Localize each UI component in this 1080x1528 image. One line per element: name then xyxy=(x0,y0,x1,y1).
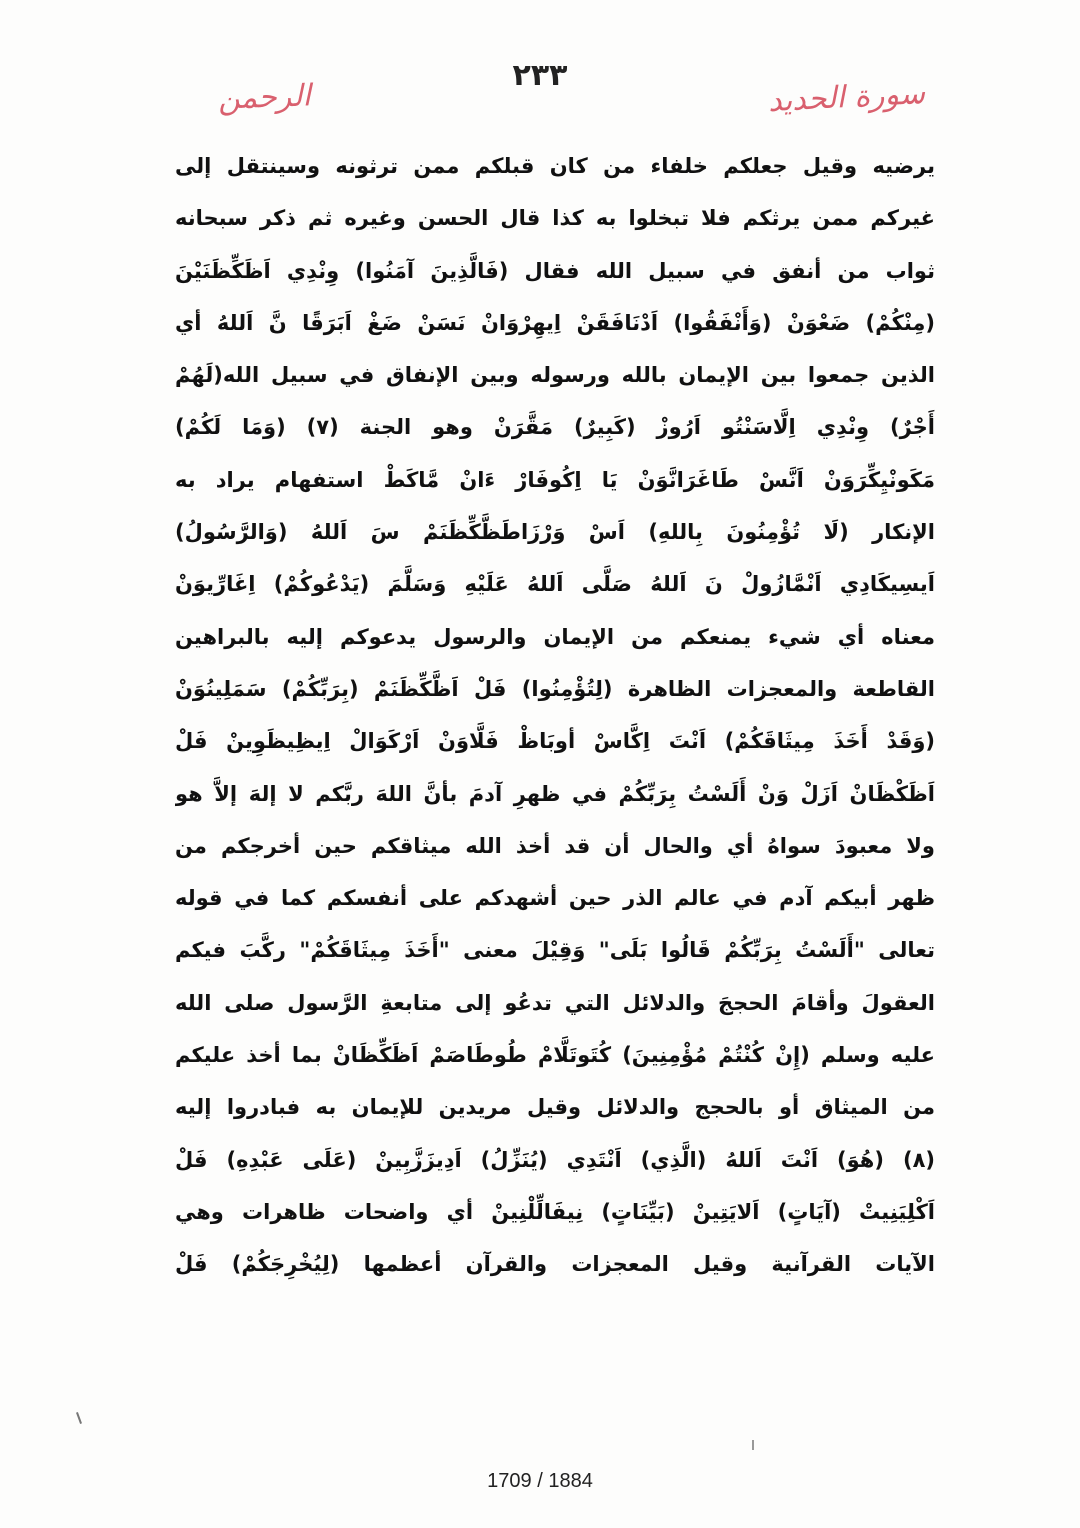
scan-speck xyxy=(752,1440,754,1450)
text-line: معناه أي شيء يمنعكم من الإيمان والرسول يدعوكم إليه بالبراهين xyxy=(175,624,935,649)
scan-speck xyxy=(76,1412,82,1424)
text-line: ظهر أبيكم آدم في عالم الذر حين أشهدكم على أنفسكم كما في قوله xyxy=(175,886,935,911)
text-line: الذين جمعوا بين الإيمان بالله ورسوله وبين الإنفاق في سبيل الله(لَهُمْ xyxy=(175,363,935,388)
handwritten-margin-note: الرحمن xyxy=(217,78,312,117)
text-line: مَكَونْيِكِّرَوَنْ اَنَّسْ طَاغَرَانَّوَنْ يَا اِكُوفَارْ ءَانْ مَّاكَطْ استفهام يراد به xyxy=(175,467,935,492)
text-line: (وَقَدْ أَخَذَ مِيثَاقَكُمْ) اَنْتَ اِكَّاسْ أوبَاظْ فَلَّاوَنْ اَرْكَوَالْ اِيظِيظَوِينْ فَلْ xyxy=(175,729,935,754)
text-line: (٨) (هُوَ) اَنْتَ اَللهُ (الَّذِي) اَنْتَدِي (يُنَزِّلُ) اَدِيزَزَّبِينْ (عَلَى عَبْدِهِ) فَلْ xyxy=(175,1147,935,1172)
text-line: الإنكار (لَا تُؤْمِنُونَ بِاللهِ) اَسْ وَرْزَاطَظَّكِّظَنَمْ سَ اَللهُ (وَالرَّسُولُ) xyxy=(175,520,935,545)
text-line: يرضيه وقيل جعلكم خلفاء من كان قبلكم ممن ترثونه وسينتقل إلى xyxy=(175,154,935,178)
text-line: الآيات القرآنية وقيل المعجزات والقرآن أعظمها (لِيُخْرِجَكُمْ) فَلْ xyxy=(175,1252,935,1277)
text-line: غيركم ممن يرثكم فلا تبخلوا به كذا قال الحسن وغيره ثم ذكر سبحانه xyxy=(175,206,935,231)
text-line: ولا معبودَ سواهُ أي والحال أن قد أخذ الله ميثاقكم حين أخرجكم من xyxy=(175,833,935,858)
pdf-page-counter: 1709 / 1884 xyxy=(487,1470,593,1492)
text-line: ثواب من أنفق في سبيل الله فقال (فَالَّذِينَ آمَنُوا) وِنْدِي اَظَكِّظَنَيْنَ xyxy=(175,258,935,283)
text-line: من الميثاق أو بالحجج والدلائل وقيل مريدين للإيمان به فبادروا إليه xyxy=(175,1095,935,1120)
text-line: القاطعة والمعجزات الظاهرة (لِتُؤْمِنُوا) فَلْ اَظَّكِّظَنَمْ (بِرَبِّكُمْ) سَمَلِينُوَنْ xyxy=(175,676,935,701)
text-line: أَجْرٌ) وِنْدِي اِلَّاسَنْتُو اَرُوزْ (كَبِيرٌ) مَقَّرَنْ وهو الجنة (٧) (وَمَا لَكُمْ) xyxy=(175,415,935,440)
text-line: عليه وسلم (إِنْ كُنْتُمْ مُؤْمِنِينَ) كُتَوتَلَّامْ طُوطَاصَمْ اَظَكِّظَانْ بما أخذ عليكم xyxy=(175,1043,935,1068)
text-line: تعالى "أَلَسْتُ بِرَبِّكُمْ قَالُوا بَلَى" وَقِيْلَ معنى "أَخَذَ مِيثَاقَكُمْ" ركَّبَ فيكم xyxy=(175,938,935,963)
handwritten-surah-note: سورة الحديد xyxy=(767,75,926,120)
text-line: اَيسِيكَادِي اَنْمَّازُولْ نَ اَللهُ صَلَّى اَللهُ عَلَيْهِ وَسَلَّمَ (يَدْعُوكُمْ) اِغَارِّيوَنْ xyxy=(175,572,935,597)
text-line: العقولَ وأقامَ الحججَ والدلائل التي تدعُو إلى متابعةِ الرَّسول صلى الله xyxy=(175,990,935,1015)
text-line: اَكْلِيَنِيتْ (آيَاتٍ) اَلايَتِينْ (بَيِّنَاتٍ) نِيفَالِّلْنِينْ أي واضحات ظاهرات وهي xyxy=(175,1199,935,1224)
text-line: (مِنْكُمْ) ضَعْوَنْ (وَأَنْفَقُوا) اَدْنَافَقَنْ اِيهِرْوَانْ نَسَنْ ضَغْ اَبَرَقًا نَّ اَللهُ أي xyxy=(175,310,935,335)
body-text xyxy=(175,140,935,1291)
text-line: اَظَكْظَانْ اَزَلْ وَنْ أَلَسْتُ بِرَبِّكُمْ في ظهرِ آدمَ بأنَّ اللهَ ربَّكم لا إلهَ إلاَّ هو xyxy=(175,781,935,806)
page-number: ٢٣٣ xyxy=(512,58,568,93)
